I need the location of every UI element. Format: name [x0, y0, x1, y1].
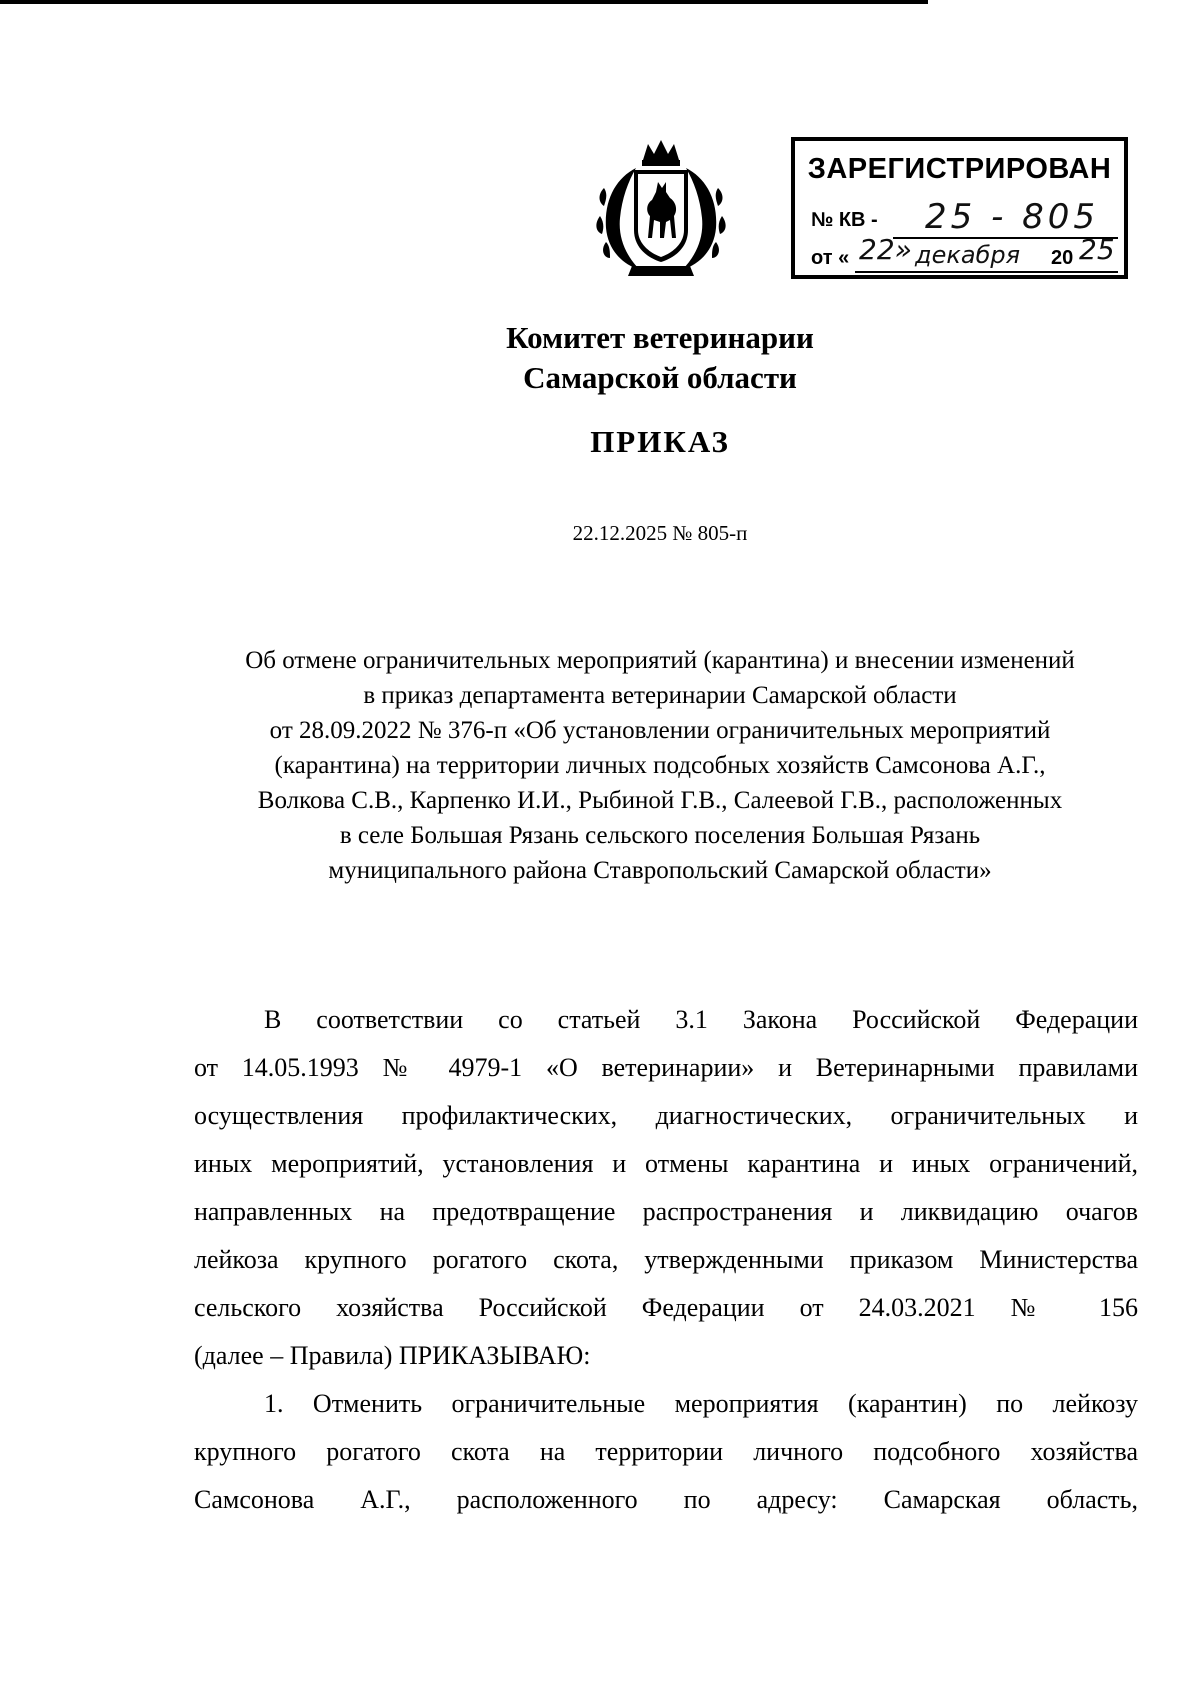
body-line: осуществления профилактических, диагностических, ограничительных и	[194, 1101, 1138, 1130]
document-subject	[160, 643, 1160, 888]
stamp-number-label: № КВ -	[811, 209, 878, 231]
stamp-date-month: декабря	[915, 241, 1021, 269]
body-line: от 14.05.1993 № 4979-1 «О ветеринарии» и Ветеринарными правилами	[194, 1053, 1138, 1082]
stamp-number-handwritten: 25 - 805	[925, 197, 1100, 237]
organization-name	[0, 318, 1200, 398]
subject-line: Об отмене ограничительных мероприятий (карантина) и внесении изменений	[245, 647, 1075, 674]
organization-name-line2: Самарской области	[523, 360, 797, 395]
document-number: 22.12.2025 № 805-п	[572, 521, 748, 545]
subject-line: (карантина) на территории личных подсобных хозяйств Самсонова А.Г.,	[274, 752, 1046, 779]
body-line: сельского хозяйства Российской Федерации от 24.03.2021 № 156	[194, 1293, 1138, 1322]
subject-line: муниципального района Ставропольский Самарской области»	[328, 857, 992, 884]
subject-line: в приказ департамента ветеринарии Самарской области	[363, 682, 957, 709]
stamp-date-day: 22»	[859, 233, 912, 266]
body-line: 1. Отменить ограничительные мероприятия (карантин) по лейкозу	[264, 1389, 1138, 1418]
scan-edge	[0, 0, 1200, 4]
body-line: направленных на предотвращение распространения и ликвидацию очагов	[194, 1197, 1138, 1226]
stamp-number-row	[811, 209, 878, 232]
body-line: крупного рогатого скота на территории личного подсобного хозяйства	[194, 1437, 1138, 1466]
stamp-date-underline	[855, 271, 1118, 273]
body-line: В соответствии со статьей 3.1 Закона Российской Федерации	[264, 1005, 1138, 1034]
document-body	[194, 996, 1138, 1524]
body-line: (далее – Правила) ПРИКАЗЫВАЮ:	[194, 1341, 591, 1370]
body-line: иных мероприятий, установления и отмены карантина и иных ограничений,	[194, 1149, 1138, 1178]
body-line: Самсонова А.Г., расположенного по адресу: Самарская область,	[194, 1485, 1138, 1514]
subject-line: от 28.09.2022 № 376-п «Об установлении ограничительных мероприятий	[269, 717, 1051, 744]
registration-stamp	[791, 137, 1128, 279]
stamp-date-label: от «	[811, 247, 850, 269]
organization-name-line1: Комитет ветеринарии	[506, 320, 814, 355]
subject-line: в селе Большая Рязань сельского поселения Большая Рязань	[339, 822, 981, 849]
document-type: ПРИКАЗ	[590, 424, 730, 459]
stamp-date-year-prefix: 20	[1051, 247, 1074, 269]
stamp-title: ЗАРЕГИСТРИРОВАН	[807, 153, 1112, 185]
body-line: лейкоза крупного рогатого скота, утвержденными приказом Министерства	[194, 1245, 1138, 1274]
stamp-date-row	[811, 247, 849, 270]
stamp-date-year-suffix: 25	[1079, 233, 1115, 266]
subject-line: Волкова С.В., Карпенко И.И., Рыбиной Г.В., Салеевой Г.В., расположенных	[257, 787, 1063, 814]
coat-of-arms-emblem	[596, 138, 726, 278]
